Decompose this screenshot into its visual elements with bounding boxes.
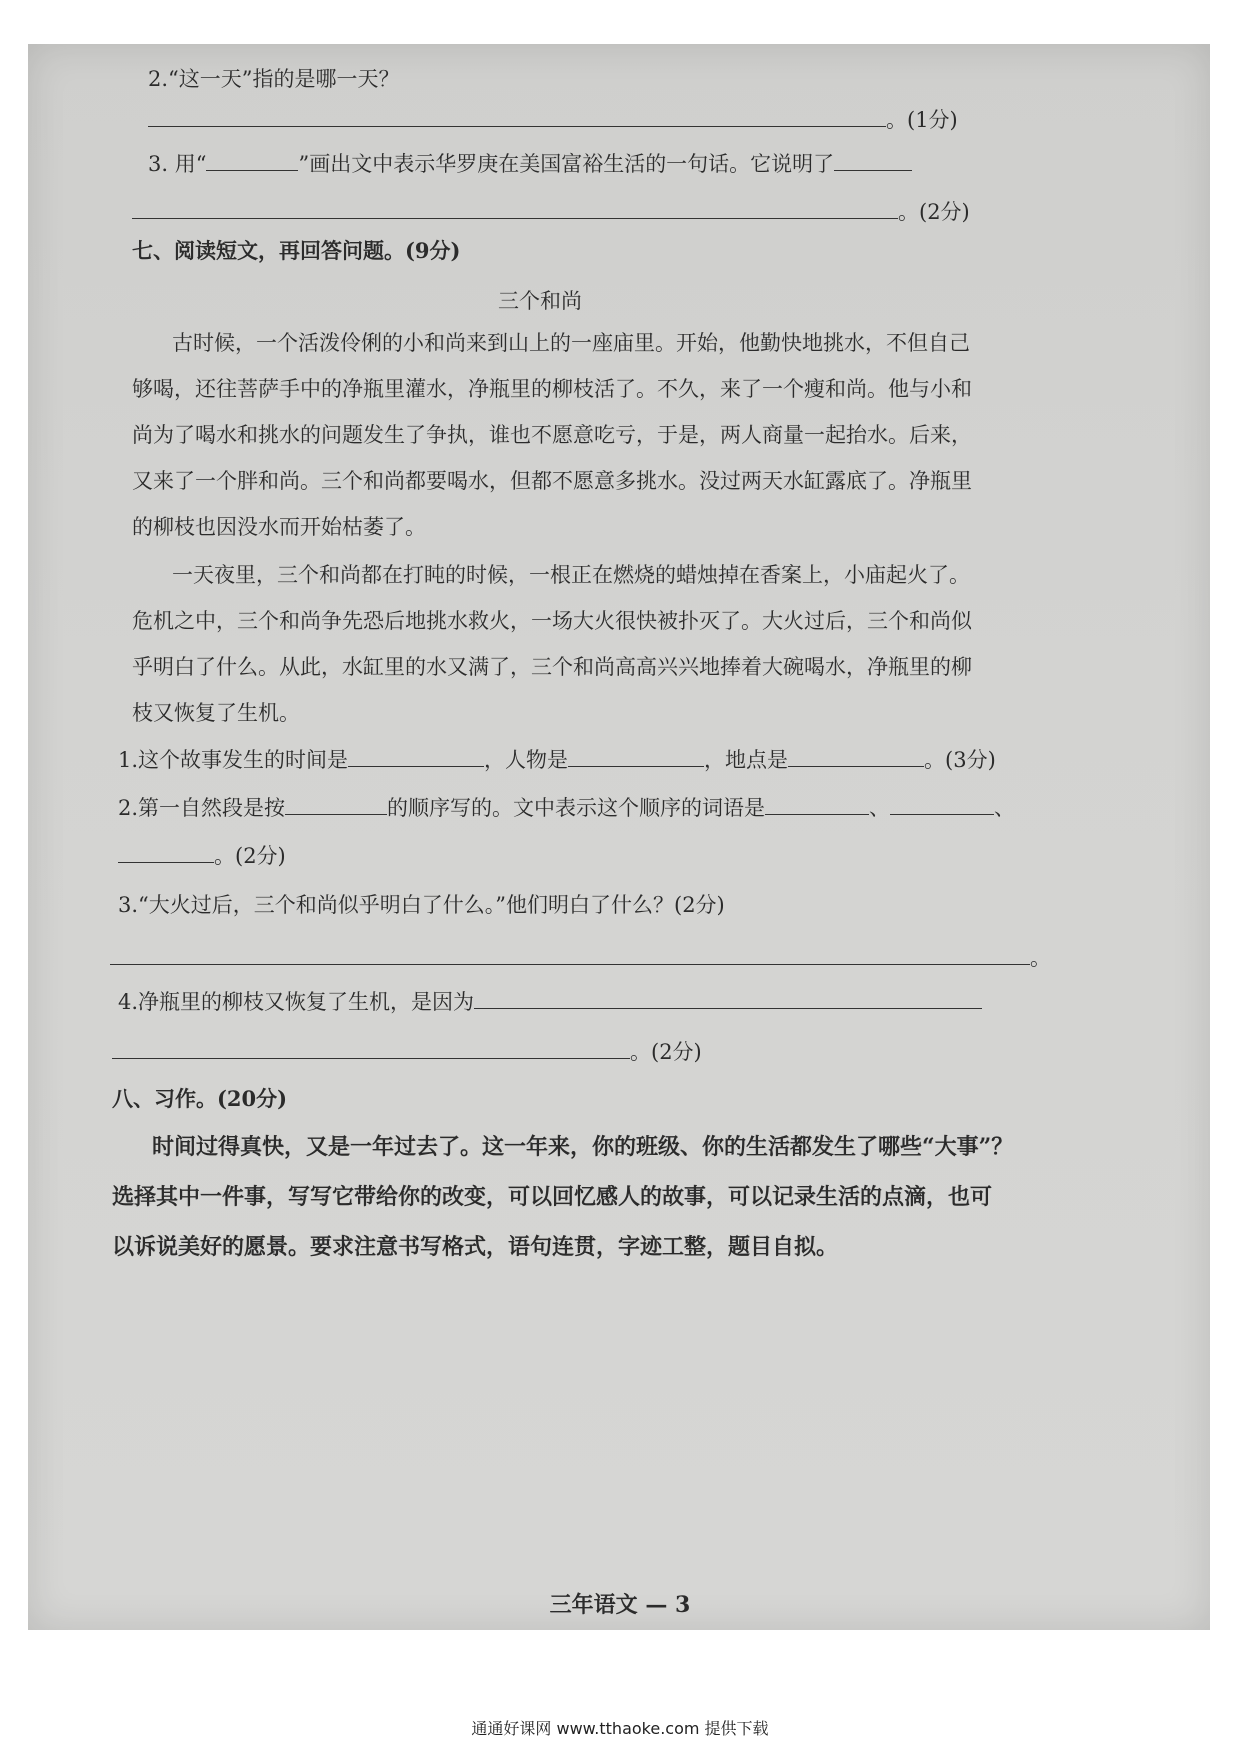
score-label: 。(1分) xyxy=(886,108,958,132)
page-number: 三年语文 — 3 xyxy=(549,1592,691,1618)
score-label: 。(2分) xyxy=(214,844,286,868)
answer-blank[interactable] xyxy=(132,196,898,219)
story-p2-line: 危机之中，三个和尚争先恐后地挑水救火，一场大火很快被扑灭了。大火过后，三个和尚似 xyxy=(132,609,972,633)
essay-prompt-line: 时间过得真快，又是一年过去了。这一年来，你的班级、你的生活都发生了哪些“大事”？ xyxy=(152,1134,1014,1160)
time-blank[interactable] xyxy=(348,744,484,767)
s7-q3-answer: 。 xyxy=(110,942,1051,973)
answer-blank[interactable] xyxy=(474,986,982,1009)
exam-sheet xyxy=(28,44,1210,1630)
story-p1-line: 够喝，还往菩萨手中的净瓶里灌水，净瓶里的柳枝活了。不久，来了一个瘦和尚。他与小和 xyxy=(132,377,972,401)
essay-prompt-line: 选择其中一件事，写写它带给你的改变，可以回忆感人的故事，可以记录生活的点滴，也可 xyxy=(112,1184,993,1210)
story-p2-line: 乎明白了什么。从此，水缸里的水又满了，三个和尚高高兴兴地捧着大碗喝水，净瓶里的柳 xyxy=(132,655,972,679)
place-blank[interactable] xyxy=(788,744,924,767)
s7-q2: 2.第一自然段是按 的顺序写的。文中表示这个顺序的词语是 、 、 xyxy=(118,792,1015,823)
answer-blank[interactable] xyxy=(110,942,1030,965)
q3-prefix: 3. 用“ xyxy=(148,152,207,176)
s6-q2-answer xyxy=(148,104,958,135)
story-p1-line: 古时候，一个活泼伶俐的小和尚来到山上的一座庙里。开始，他勤快地挑水，不但自己 xyxy=(172,331,970,355)
s6-q3-answer xyxy=(132,196,970,227)
score-label: 。(2分) xyxy=(630,1040,702,1064)
order-blank[interactable] xyxy=(285,792,387,815)
s6-q2: 2.“这一天”指的是哪一天？ xyxy=(148,67,400,91)
answer-blank[interactable] xyxy=(834,148,912,171)
s7-q2-cont xyxy=(118,840,286,871)
s7-q4: 4.净瓶里的柳枝又恢复了生机，是因为 xyxy=(118,986,982,1017)
underline-sample xyxy=(206,148,298,171)
story-p1-line: 的柳枝也因没水而开始枯萎了。 xyxy=(132,515,426,539)
answer-blank[interactable] xyxy=(112,1036,630,1059)
essay-prompt-line: 以诉说美好的愿景。要求注意书写格式，语句连贯，字迹工整，题目自拟。 xyxy=(112,1234,839,1260)
story-p1-line: 尚为了喝水和挑水的问题发生了争执，谁也不愿意吃亏，于是，两人商量一起抬水。后来， xyxy=(132,423,972,447)
s7-q4-answer xyxy=(112,1036,702,1067)
answer-blank[interactable] xyxy=(148,104,886,127)
word-blank-3[interactable] xyxy=(118,840,214,863)
story-title: 三个和尚 xyxy=(498,289,582,313)
download-footer: 通通好课网 www.tthaoke.com 提供下载 xyxy=(471,1719,769,1738)
q3-text: ”画出文中表示华罗庚在美国富裕生活的一句话。它说明了 xyxy=(298,152,835,176)
s7-q1: 1.这个故事发生的时间是 ，人物是 ，地点是 。(3分) xyxy=(118,744,996,775)
story-p2-line: 枝又恢复了生机。 xyxy=(132,701,300,725)
word-blank-1[interactable] xyxy=(765,792,869,815)
s7-q3: 3.“大火过后，三个和尚似乎明白了什么。”他们明白了什么？(2分) xyxy=(118,893,725,917)
word-blank-2[interactable] xyxy=(890,792,994,815)
characters-blank[interactable] xyxy=(568,744,704,767)
story-p2-line: 一天夜里，三个和尚都在打盹的时候，一根正在燃烧的蜡烛掉在香案上，小庙起火了。 xyxy=(172,563,970,587)
s6-q3 xyxy=(148,148,912,179)
story-p1-line: 又来了一个胖和尚。三个和尚都要喝水，但都不愿意多挑水。没过两天水缸露底了。净瓶里 xyxy=(132,469,972,493)
s8-heading: 八、习作。(20分) xyxy=(112,1086,288,1111)
score-label: 。(2分) xyxy=(898,200,970,224)
score-label: 。(3分) xyxy=(924,748,996,772)
s7-heading: 七、阅读短文，再回答问题。(9分) xyxy=(132,238,461,263)
